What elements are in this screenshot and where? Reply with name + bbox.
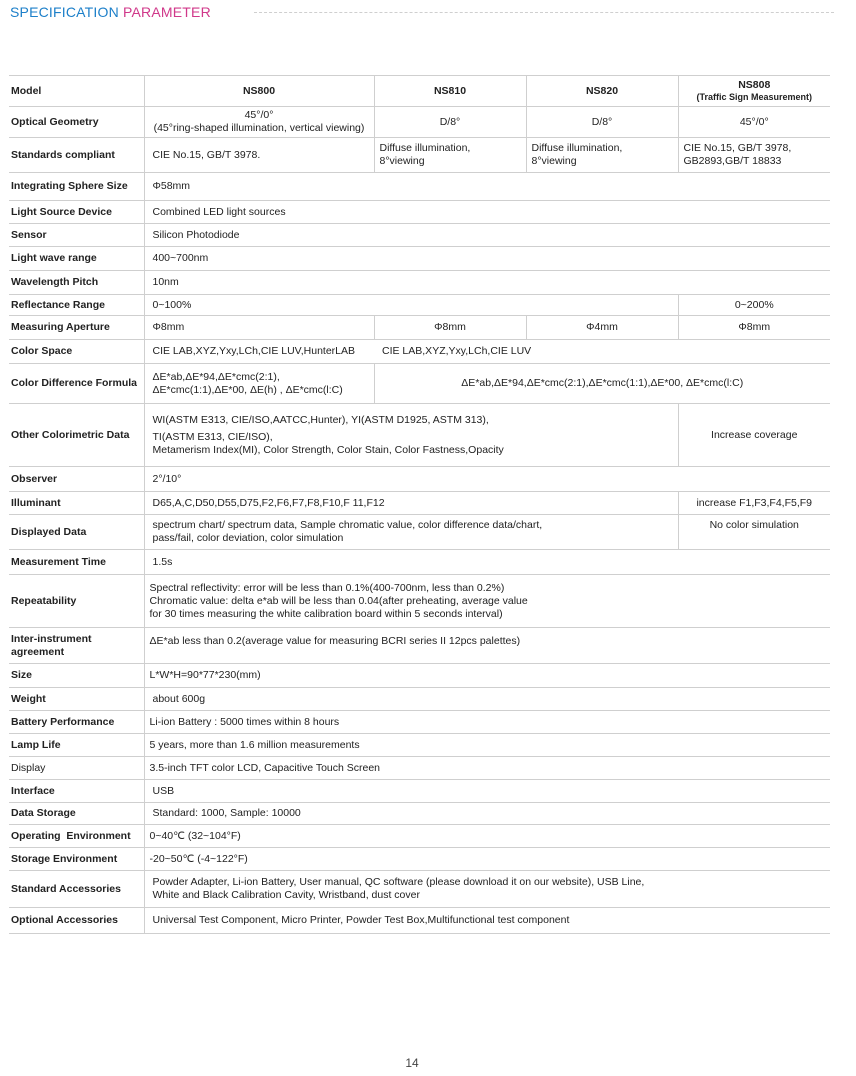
row-illuminant bbox=[9, 492, 830, 515]
row-meas-time bbox=[9, 550, 830, 575]
row-light-source bbox=[9, 201, 830, 224]
row-pitch bbox=[9, 271, 830, 295]
standards-ns820-line1: Diffuse illumination, bbox=[531, 142, 623, 154]
standards-ns808 bbox=[678, 138, 830, 173]
row-aperture bbox=[9, 316, 830, 340]
label-meas-time: Measurement Time bbox=[9, 550, 144, 575]
illuminant-value: D65,A,C,D50,D55,D75,F2,F6,F7,F8,F10,F 11,F12 bbox=[144, 492, 678, 515]
lamp-value: 5 years, more than 1.6 million measurements bbox=[144, 734, 830, 757]
interface-value: USB bbox=[144, 780, 830, 803]
color-space-ns800: CIE LAB,XYZ,Yxy,LCh,CIE LUV,HunterLAB bbox=[144, 340, 374, 364]
row-observer bbox=[9, 467, 830, 492]
label-opt-acc: Optional Accessories bbox=[9, 908, 144, 934]
row-model bbox=[9, 76, 830, 107]
label-battery: Battery Performance bbox=[9, 711, 144, 734]
page-number: 14 bbox=[405, 1056, 419, 1070]
row-reflectance bbox=[9, 295, 830, 316]
color-space-others: CIE LAB,XYZ,Yxy,LCh,CIE LUV bbox=[374, 340, 830, 364]
meas-time-value: 1.5s bbox=[144, 550, 830, 575]
other-color-line2: TI(ASTM E313, CIE/ISO), bbox=[152, 430, 273, 443]
op-env-value: 0~40℃ (32~104°F) bbox=[144, 825, 830, 848]
page-title bbox=[10, 4, 211, 20]
standards-ns810 bbox=[374, 138, 526, 173]
label-observer: Observer bbox=[9, 467, 144, 492]
std-acc-line1: Powder Adapter, Li-ion Battery, User manual, QC software (please download it on our website), USB Line, bbox=[152, 876, 645, 888]
row-displayed bbox=[9, 515, 830, 550]
wave-range-value: 400~700nm bbox=[144, 247, 830, 271]
label-color-diff: Color Difference Formula bbox=[9, 364, 144, 404]
std-acc-line2: White and Black Calibration Cavity, Wristband, dust cover bbox=[152, 889, 420, 901]
row-battery bbox=[9, 711, 830, 734]
model-ns808-name: NS808 bbox=[738, 79, 771, 91]
row-opt-acc bbox=[9, 908, 830, 934]
optical-ns810: D/8° bbox=[374, 107, 526, 138]
label-inter-line1: Inter-instrument bbox=[11, 632, 92, 645]
optical-ns820: D/8° bbox=[526, 107, 678, 138]
label-other-color: Other Colorimetric Data bbox=[9, 404, 144, 467]
opt-acc-value: Universal Test Component, Micro Printer, Powder Test Box,Multifunctional test component bbox=[144, 908, 830, 934]
row-std-acc bbox=[9, 871, 830, 908]
label-std-acc: Standard Accessories bbox=[9, 871, 144, 908]
repeat-line2: Chromatic value: delta e*ab will be less than 0.04(after preheating, average value bbox=[149, 594, 528, 607]
other-color-value bbox=[144, 404, 678, 467]
battery-value: Li-ion Battery : 5000 times within 8 hours bbox=[144, 711, 830, 734]
aperture-ns800: Φ8mm bbox=[144, 316, 374, 340]
reflectance-ns808: 0~200% bbox=[678, 295, 830, 316]
spec-table bbox=[9, 75, 830, 934]
other-color-line1: WI(ASTM E313, CIE/ISO,AATCC,Hunter), YI(ASTM D1925, ASTM 313), bbox=[152, 413, 489, 426]
title-part-2: PARAMETER bbox=[118, 4, 211, 20]
row-display bbox=[9, 757, 830, 780]
repeat-line1: Spectral reflectivity: error will be less than 0.1%(400-700nm, less than 0.2%) bbox=[149, 581, 505, 594]
label-color-space: Color Space bbox=[9, 340, 144, 364]
label-sensor: Sensor bbox=[9, 224, 144, 247]
optical-ns800-line1: 45°/0° bbox=[244, 109, 274, 121]
row-sensor bbox=[9, 224, 830, 247]
color-diff-ns800-line1: ΔE*ab,ΔE*94,ΔE*cmc(2:1), bbox=[152, 370, 280, 383]
label-st-env: Storage Environment bbox=[9, 848, 144, 871]
light-source-value: Combined LED light sources bbox=[144, 201, 830, 224]
sphere-value: Φ58mm bbox=[144, 173, 830, 201]
label-displayed: Displayed Data bbox=[9, 515, 144, 550]
row-interface bbox=[9, 780, 830, 803]
label-storage: Data Storage bbox=[9, 803, 144, 825]
label-model: Model bbox=[9, 76, 144, 107]
displayed-ns808: No color simulation bbox=[678, 515, 830, 550]
row-weight bbox=[9, 688, 830, 711]
aperture-ns808: Φ8mm bbox=[678, 316, 830, 340]
model-ns808 bbox=[678, 76, 830, 107]
weight-value: about 600g bbox=[144, 688, 830, 711]
label-display: Display bbox=[9, 757, 144, 780]
row-op-env bbox=[9, 825, 830, 848]
standards-ns810-line2: 8°viewing bbox=[379, 155, 425, 167]
label-illuminant: Illuminant bbox=[9, 492, 144, 515]
label-op-env: Operating Environment bbox=[9, 825, 144, 848]
row-color-diff bbox=[9, 364, 830, 404]
sensor-value: Silicon Photodiode bbox=[144, 224, 830, 247]
row-size bbox=[9, 664, 830, 688]
displayed-line1: spectrum chart/ spectrum data, Sample chromatic value, color difference data/chart, bbox=[152, 519, 543, 531]
row-lamp bbox=[9, 734, 830, 757]
standards-ns800: CIE No.15, GB/T 3978. bbox=[144, 138, 374, 173]
standards-ns810-line1: Diffuse illumination, bbox=[379, 142, 471, 154]
label-reflectance: Reflectance Range bbox=[9, 295, 144, 316]
label-inter-line2: agreement bbox=[11, 645, 65, 658]
st-env-value: -20~50℃ (-4~122°F) bbox=[144, 848, 830, 871]
standards-ns820-line2: 8°viewing bbox=[531, 155, 577, 167]
model-ns820: NS820 bbox=[526, 76, 678, 107]
observer-value: 2°/10° bbox=[144, 467, 830, 492]
row-sphere bbox=[9, 173, 830, 201]
label-interface: Interface bbox=[9, 780, 144, 803]
optical-ns808: 45°/0° bbox=[678, 107, 830, 138]
pitch-value: 10nm bbox=[144, 271, 830, 295]
model-ns808-note: (Traffic Sign Measurement) bbox=[696, 92, 813, 102]
standards-ns808-line2: GB2893,GB/T 18833 bbox=[683, 155, 782, 167]
other-color-line3: Metamerism Index(MI), Color Strength, Color Stain, Color Fastness,Opacity bbox=[152, 443, 504, 456]
storage-value: Standard: 1000, Sample: 10000 bbox=[144, 803, 830, 825]
aperture-ns820: Φ4mm bbox=[526, 316, 678, 340]
label-weight: Weight bbox=[9, 688, 144, 711]
size-value: L*W*H=90*77*230(mm) bbox=[144, 664, 830, 688]
model-ns800: NS800 bbox=[144, 76, 374, 107]
aperture-ns810: Φ8mm bbox=[374, 316, 526, 340]
model-ns810: NS810 bbox=[374, 76, 526, 107]
displayed-line2: pass/fail, color deviation, color simulation bbox=[152, 532, 344, 544]
optical-ns800 bbox=[144, 107, 374, 138]
repeat-value bbox=[144, 575, 830, 628]
label-pitch: Wavelength Pitch bbox=[9, 271, 144, 295]
label-inter bbox=[9, 628, 144, 664]
standards-ns808-line1: CIE No.15, GB/T 3978, bbox=[683, 142, 792, 154]
row-optical bbox=[9, 107, 830, 138]
illuminant-ns808: increase F1,F3,F4,F5,F9 bbox=[678, 492, 830, 515]
title-part-1: SPECIFICATION bbox=[10, 4, 119, 20]
label-optical: Optical Geometry bbox=[9, 107, 144, 138]
row-wave-range bbox=[9, 247, 830, 271]
label-aperture: Measuring Aperture bbox=[9, 316, 144, 340]
optical-ns800-line2: (45°ring-shaped illumination, vertical viewing) bbox=[153, 122, 365, 134]
other-color-ns808: Increase coverage bbox=[678, 404, 830, 467]
reflectance-value: 0~100% bbox=[144, 295, 678, 316]
color-diff-ns800 bbox=[144, 364, 374, 404]
label-standards: Standards compliant bbox=[9, 138, 144, 173]
row-inter bbox=[9, 628, 830, 664]
std-acc-value bbox=[144, 871, 830, 908]
row-storage bbox=[9, 803, 830, 825]
label-wave-range: Light wave range bbox=[9, 247, 144, 271]
row-other-color bbox=[9, 404, 830, 467]
inter-value: ΔE*ab less than 0.2(average value for measuring BCRI series II 12pcs palettes) bbox=[144, 628, 830, 664]
label-lamp: Lamp Life bbox=[9, 734, 144, 757]
display-value: 3.5-inch TFT color LCD, Capacitive Touch Screen bbox=[144, 757, 830, 780]
row-color-space bbox=[9, 340, 830, 364]
label-size: Size bbox=[9, 664, 144, 688]
row-st-env bbox=[9, 848, 830, 871]
displayed-value bbox=[144, 515, 678, 550]
label-repeat: Repeatability bbox=[9, 575, 144, 628]
row-repeat bbox=[9, 575, 830, 628]
label-light-source: Light Source Device bbox=[9, 201, 144, 224]
standards-ns820 bbox=[526, 138, 678, 173]
repeat-line3: for 30 times measuring the white calibration board within 5 seconds interval) bbox=[149, 607, 503, 620]
color-diff-others: ΔE*ab,ΔE*94,ΔE*cmc(2:1),ΔE*cmc(1:1),ΔE*00, ΔE*cmc(l:C) bbox=[374, 364, 830, 404]
color-diff-ns800-line2: ΔE*cmc(1:1),ΔE*00, ΔE(h) , ΔE*cmc(l:C) bbox=[152, 383, 343, 396]
row-standards bbox=[9, 138, 830, 173]
title-divider bbox=[254, 12, 834, 13]
label-sphere: Integrating Sphere Size bbox=[9, 173, 144, 201]
